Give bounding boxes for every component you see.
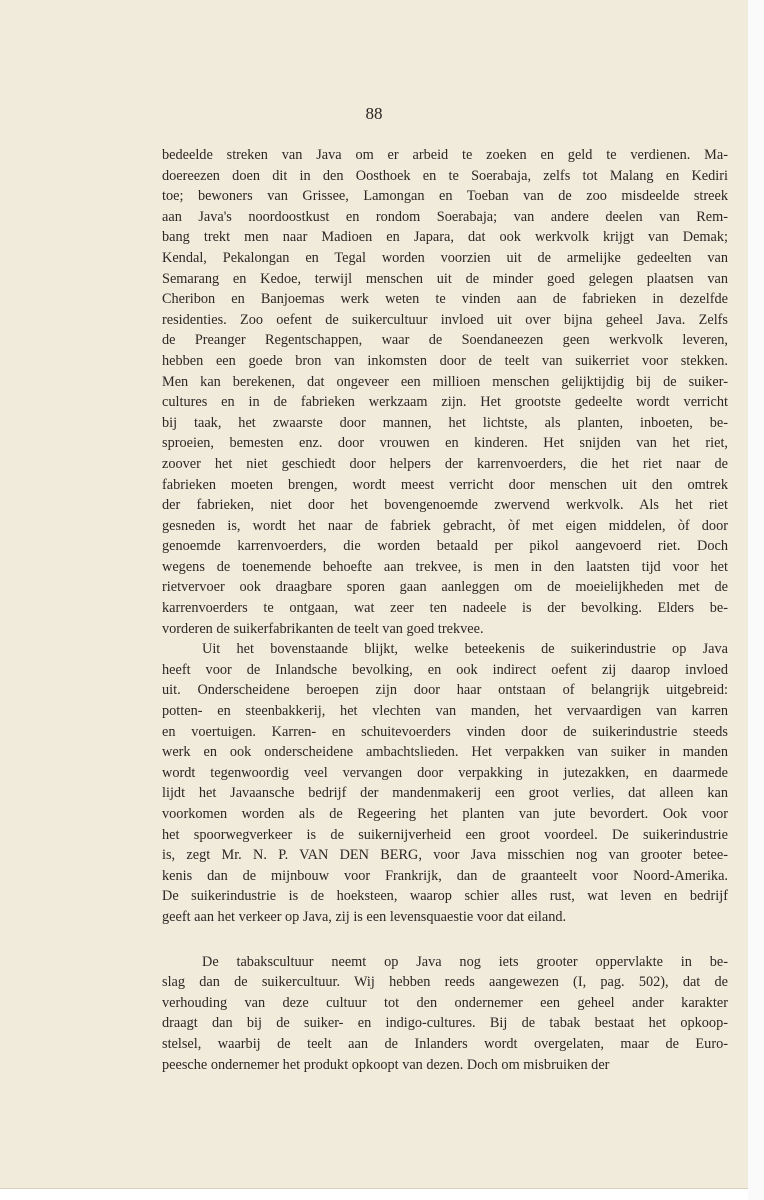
text-line: De tabakscultuur neemt op Java nog iets grooter oppervlakte in be-	[202, 953, 728, 970]
section-gap	[162, 928, 728, 952]
text-line: bij taak, het zwaarste door mannen, het lichtste, als planten, inboeten, be-	[162, 414, 728, 431]
text-line: gesneden is, wordt het naar de fabriek gebracht, òf met eigen middelen, òf door	[162, 517, 728, 534]
text-line: doereezen doen dit in den Oosthoek en te Soerabaja, zelfs tot Malang en Kediri	[162, 167, 728, 184]
page-body-text	[162, 145, 728, 1075]
text-line: Cheribon en Banjoemas werk weten te vinden aan de fabrieken in dezelfde	[162, 291, 728, 308]
text-line: aan Java's noordoostkust en rondom Soerabaja; van andere deelen van Rem-	[162, 208, 728, 225]
text-line: sproeien, bemesten enz. door vrouwen en kinderen. Het snijden van het riet,	[162, 435, 728, 452]
text-line: voorkomen worden als de Regeering het planten van jute bevordert. Ook voor	[162, 806, 728, 822]
text-line: en voertuigen. Karren- en schuitevoerders vinden door de suikerindustrie steeds	[162, 723, 728, 740]
text-line: is, zegt Mr. N. P. VAN DEN BERG, voor Java misschien nog van grooter betee-	[162, 847, 728, 864]
text-line: bedeelde streken van Java om er arbeid te zoeken en geld te verdienen. Ma-	[162, 147, 728, 163]
text-line: bang trekt men naar Madioen en Japara, dat ook werkvolk krijgt van Demak;	[162, 229, 728, 246]
text-line: fabrieken moeten brengen, wordt meest verricht door menschen uit den omtrek	[162, 476, 728, 493]
text-line: potten- en steenbakkerij, het vlechten van manden, het vervaardigen van karren	[162, 703, 728, 720]
text-line: peesche ondernemer het produkt opkoopt van dezen. Doch om misbruiken der	[162, 1056, 610, 1073]
text-line: stelsel, waarbij de teelt aan de Inlanders wordt overgelaten, maar de Euro-	[162, 1035, 728, 1052]
text-line: De suikerindustrie is de hoeksteen, waarop schier alles rust, wat leven en bedrijf	[162, 888, 728, 905]
text-line: Kendal, Pekalongan en Tegal worden voorzien uit de armelijke gedeelten van	[162, 249, 728, 266]
text-line: zoover het niet geschiedt door helpers der karrenvoerders, die het riet naar de	[162, 455, 728, 472]
text-line: lijdt het Javaansche bedrijf der mandenmakerij een groot verlies, dat alleen kan	[162, 785, 728, 802]
scan-margin	[748, 0, 764, 1200]
text-line: de Preanger Regentschappen, waar de Soendaneezen geen werkvolk leveren,	[162, 332, 728, 349]
text-line: karrenvoerders te ontgaan, wat zeer ten nadeele is der bevolking. Elders be-	[162, 600, 728, 617]
text-line: Men kan berekenen, dat ongeveer een millioen menschen gelijktijdig bij de suiker-	[162, 373, 728, 390]
text-line: Semarang en Kedoe, terwijl menschen uit de minder goed gelegen plaatsen van	[162, 270, 728, 287]
text-line: wordt tegenwoordig veel vervangen door verpakking in jutezakken, en daarmede	[162, 764, 728, 781]
text-line: het spoorwegverkeer is de suikernijverheid een groot voordeel. De suikerindustrie	[162, 826, 728, 843]
text-line: uit. Onderscheidene beroepen zijn door haar ontstaan of belangrijk uitgebreid:	[162, 682, 728, 699]
text-line: heeft voor de Inlandsche bevolking, en ook indirect oefent zij daarop invloed	[162, 661, 728, 678]
text-line: der fabrieken, niet door het bovengenoemde zwervend werkvolk. Als het riet	[162, 497, 728, 514]
text-line: geeft aan het verkeer op Java, zij is een levensquaestie voor dat eiland.	[162, 908, 567, 925]
text-line: hebben een goede bron van inkomsten door de teelt van suikerriet voor stekken.	[162, 352, 728, 369]
text-line: werk en ook onderscheidene ambachtslieden. Het verpakken van suiker in manden	[162, 744, 728, 761]
text-line: slag dan de suikercultuur. Wij hebben reeds aangewezen (I, pag. 502), dat de	[162, 974, 728, 991]
text-line: Uit het bovenstaande blijkt, welke beteekenis de suikerindustrie op Java	[202, 641, 728, 658]
text-line: toe; bewoners van Grissee, Lamongan en Toeban van de zoo misdeelde streek	[162, 188, 728, 205]
text-line: wegens de toenemende behoefte aan trekvee, is men in den laatsten tijd voor het	[162, 558, 728, 575]
text-line: rietvervoer ook draagbare sporen gaan aanleggen om de moeielijkheden met de	[162, 579, 728, 596]
page-number: 88	[365, 104, 383, 123]
text-line: residenties. Zoo oefent de suikercultuur invloed uit over bijna geheel Java. Zelfs	[162, 311, 728, 328]
text-line: genoemde karrenvoerders, die worden betaald per pikol aangevoerd riet. Doch	[162, 538, 728, 555]
text-line: verhouding van deze cultuur tot den ondernemer een geheel ander karakter	[162, 994, 728, 1011]
text-line: kenis dan de mijnbouw voor Frankrijk, dan de graanteelt voor Noord-Amerika.	[162, 867, 728, 884]
text-line: vorderen de suikerfabrikanten de teelt van goed trekvee.	[162, 620, 484, 637]
text-line: cultures en in de fabrieken werkzaam zijn. Het grootste gedeelte wordt verricht	[162, 394, 728, 411]
text-line: draagt dan bij de suiker- en indigo-cultures. Bij de tabak bestaat het opkoop-	[162, 1015, 728, 1032]
